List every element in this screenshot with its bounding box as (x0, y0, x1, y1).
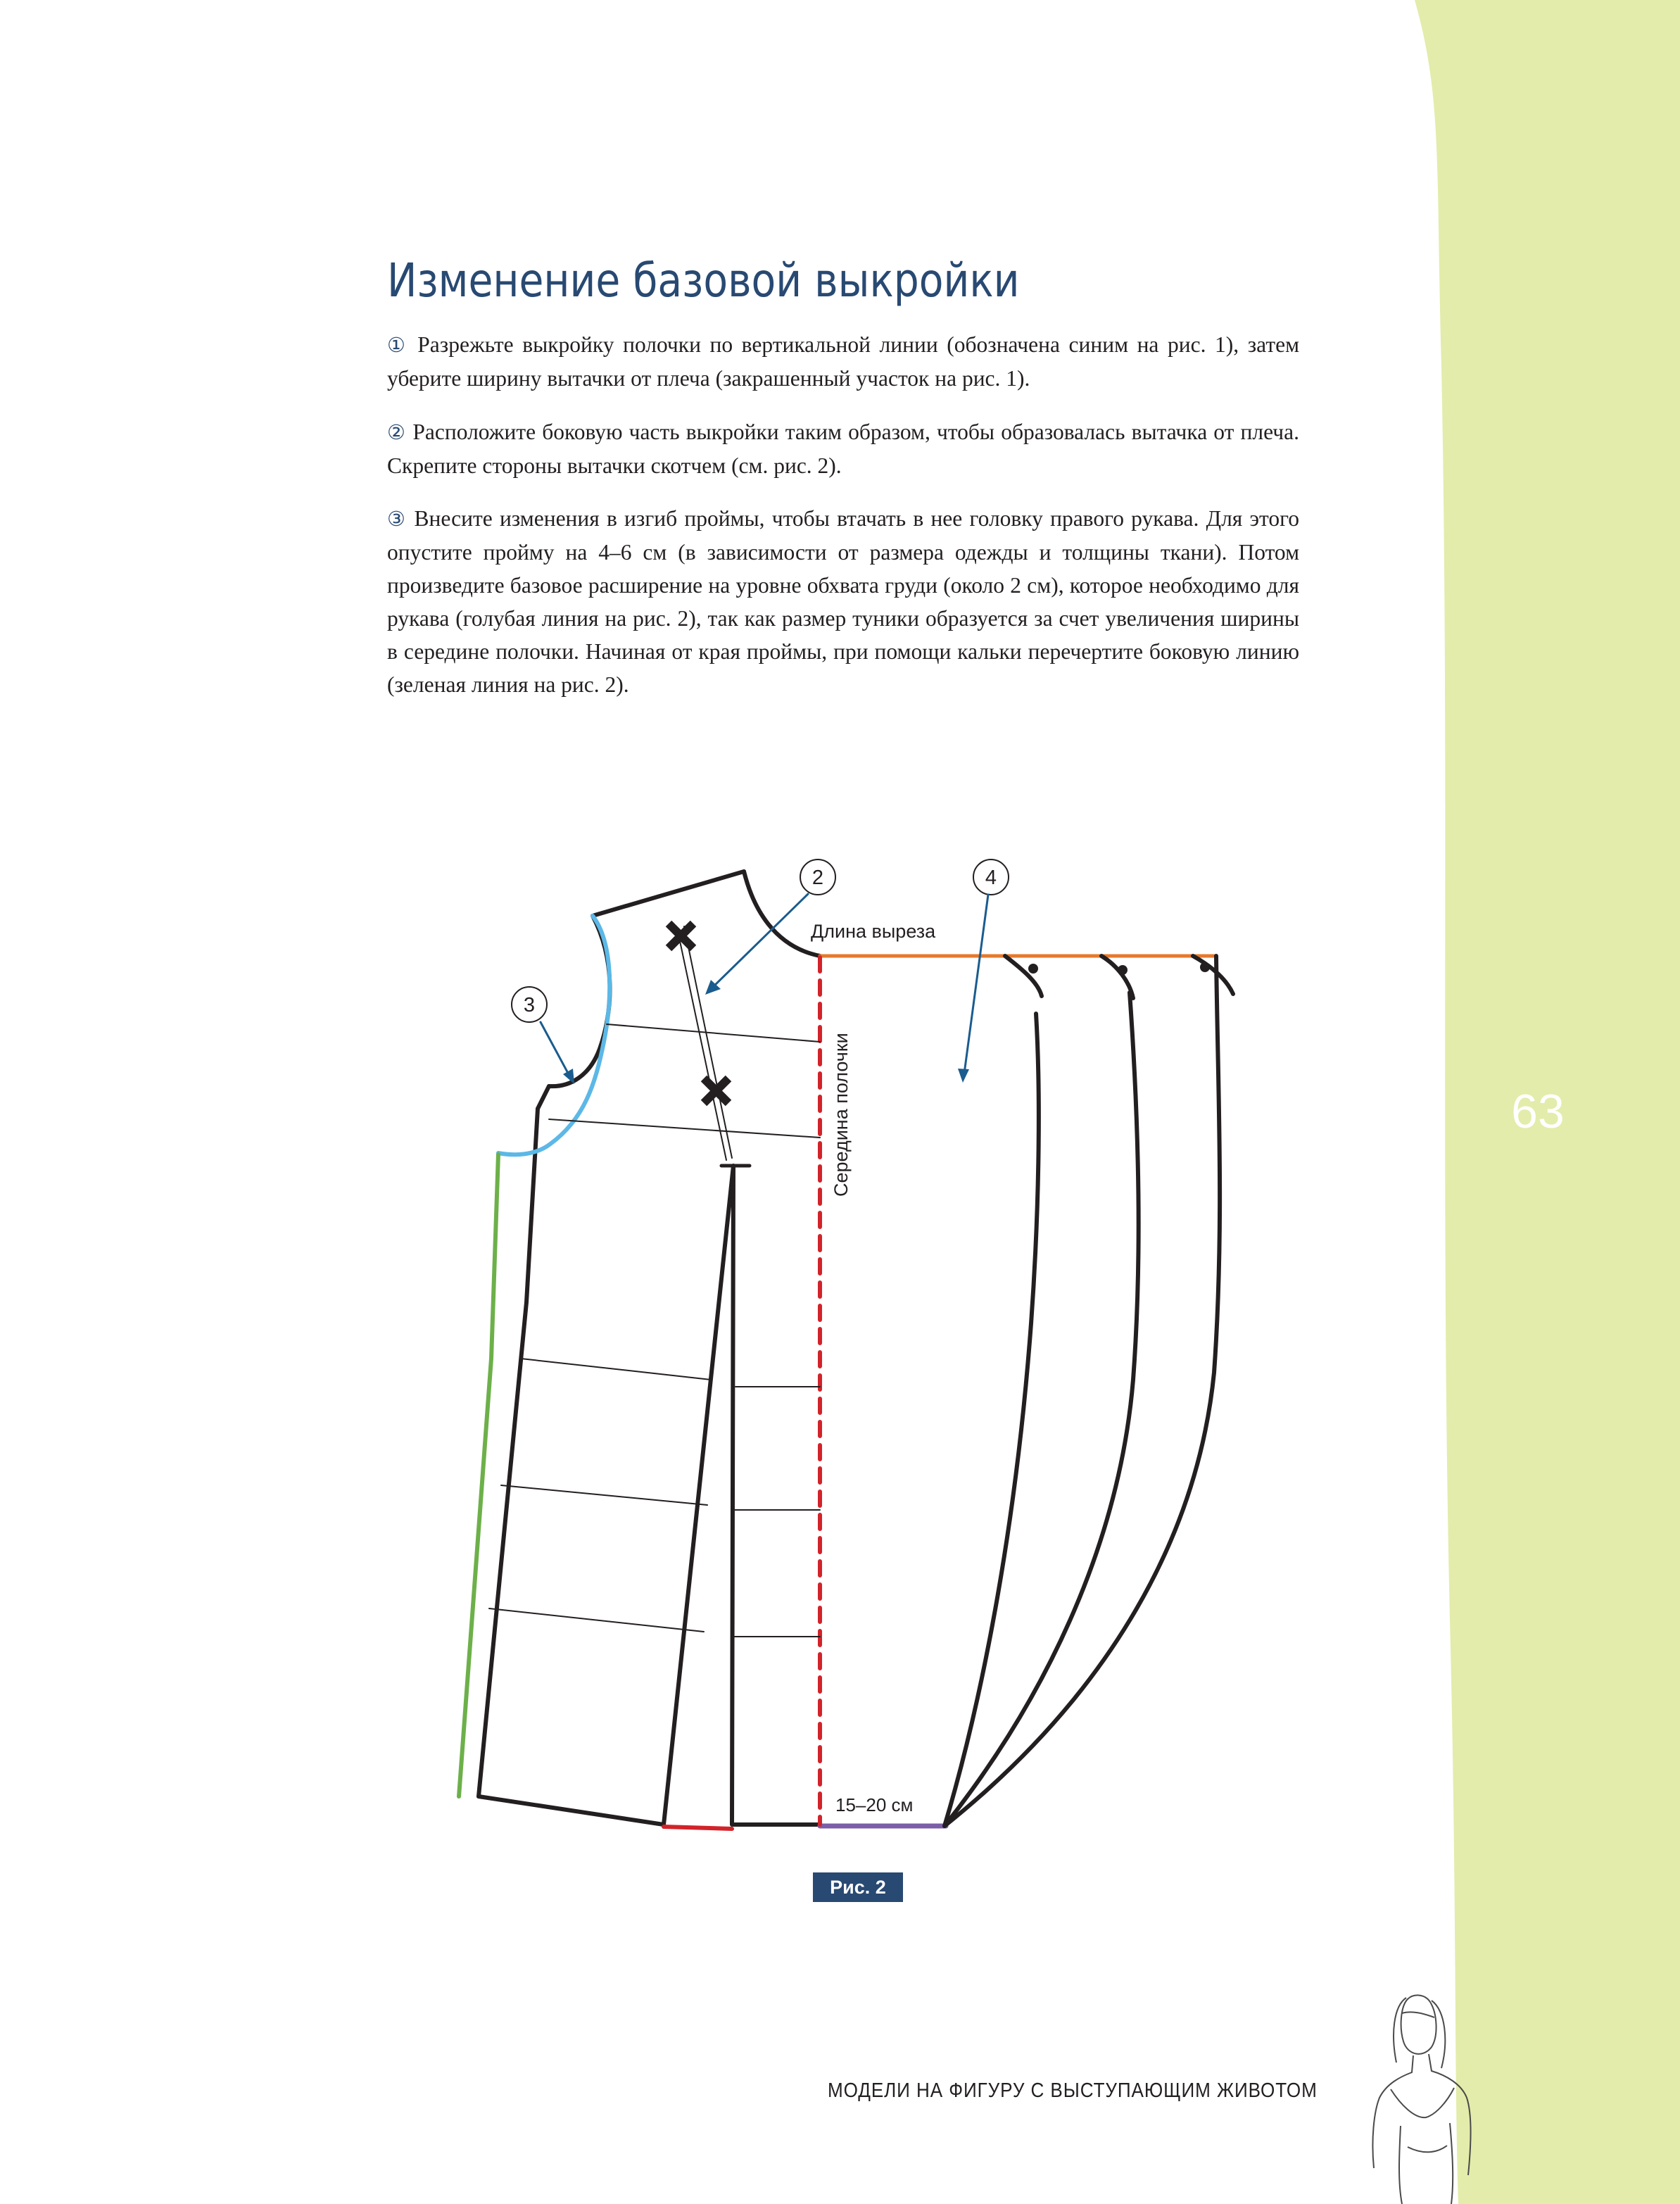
slash-line-5 (489, 1608, 704, 1632)
hem-left (479, 1796, 664, 1825)
inner-cut-edge (664, 1166, 733, 1825)
callout-number-3: 3 (523, 994, 536, 1016)
notch-dot-1 (1028, 964, 1038, 974)
shoulder-line (593, 871, 744, 916)
slash-line-4 (501, 1485, 707, 1505)
footer-section-title: МОДЕЛИ НА ФИГУРУ С ВЫСТУПАЮЩИМ ЖИВОТОМ (828, 2079, 1318, 2102)
step-number-1: ① (387, 333, 409, 357)
slash-line-3 (521, 1359, 711, 1380)
step-text-3: Внесите изменения в изгиб проймы, чтобы втачать в нее головку правого рукава. Для этого опустите пройму на 4–6 см (в зависимости от размера одежды и толщины ткани). Потом произведите базовое расширение на уровне обхвата груди (около 2 см), которое необходимо для рукава (голубая линия на рис. 2), так как размер туники образуется за счет увеличения ширины в середине полочки. Начиная от края проймы, при помощи кальки перечертите боковую линию (зеленая линия на рис. 2). (387, 506, 1299, 697)
widening-curve-1 (945, 1014, 1039, 1826)
hem-red-segment (664, 1827, 732, 1829)
dart-leg-2 (684, 926, 732, 1158)
step-text-2: Расположите боковую часть выкройки таким образом, чтобы образовалась вытачка от плеча. Скрепите стороны вытачки скотчем (см. рис. 2). (387, 420, 1299, 478)
page-number: 63 (1511, 1085, 1565, 1138)
arrow-3 (541, 1022, 570, 1077)
slash-line-2 (549, 1119, 820, 1138)
neck-curve-3 (1193, 956, 1233, 994)
callout-number-2: 2 (811, 867, 824, 889)
instruction-step-2 (387, 415, 1299, 482)
width-range-label: 15–20 см (835, 1794, 914, 1815)
side-seam (479, 1109, 538, 1796)
instruction-step-3 (387, 502, 1299, 701)
neck-length-label: Длина выреза (811, 921, 936, 942)
page-title: Изменение базовой выкройки (387, 253, 1020, 308)
side-line-green (459, 1154, 498, 1796)
slash-line-1 (607, 1024, 820, 1042)
step-number-2: ② (387, 420, 407, 444)
neck-curve-1 (1005, 956, 1042, 996)
callout-number-4: 4 (985, 867, 997, 889)
arrow-4 (964, 895, 988, 1073)
woman-figure-illustration (1358, 1985, 1478, 2204)
step-text-1: Разрежьте выкройку полочки по вертикальной линии (обозначена синим на рис. 1), затем уберите ширину вытачки от плеча (закрашенный участок на рис. 1). (387, 332, 1300, 391)
notch-dot-3 (1200, 962, 1210, 972)
widening-curve-3 (945, 956, 1220, 1826)
dart-leg (677, 928, 726, 1160)
widening-curve-2 (945, 993, 1139, 1826)
arrow-4-head (958, 1069, 969, 1083)
step-number-3: ③ (387, 507, 408, 531)
instruction-step-1 (387, 328, 1299, 395)
notch-dot-2 (1118, 965, 1128, 975)
front-center-label: Середина полочки (830, 1033, 852, 1197)
armhole-new-blue (498, 916, 610, 1154)
figure-caption: Рис. 2 (813, 1872, 903, 1902)
